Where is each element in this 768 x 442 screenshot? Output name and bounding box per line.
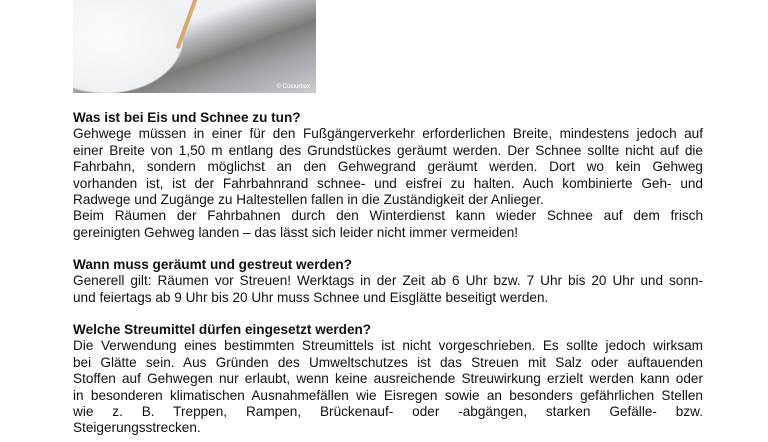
text-line: Stoffen auf Gehwegen nur erlaubt, wenn keine ausreichende Streuwirkung erzielt werden kann oder	[73, 371, 703, 387]
text-line: Generell gilt: Räumen vor Streuen! Werktags in der Zeit ab 6 Uhr bzw. 7 Uhr bis 20 Uhr und sonn-	[73, 273, 703, 289]
text-line: und feiertags ab 9 Uhr bis 20 Uhr muss Schnee und Eisglätte beseitigt werden.	[73, 289, 549, 305]
text-line: Steigerungsstrecken.	[73, 420, 201, 436]
section-heading: Wann muss geräumt und gestreut werden?	[73, 257, 352, 272]
text-line: Beim Räumen der Fahrbahnen durch den Winterdienst kann wieder Schnee auf dem frisch	[73, 208, 703, 224]
section-heading: Welche Streumittel dürfen eingesetzt werden?	[73, 322, 372, 337]
text-line: Die Verwendung eines bestimmten Streumittels ist nicht vorgeschrieben. Es sollte jedoch wirksam	[73, 338, 703, 354]
snow-shovel-photo	[73, 0, 316, 93]
text-line: einer Breite von 1,50 m entlang des Grundstückes geräumt werden. Der Schnee sollte nicht auf die	[73, 142, 703, 158]
text-line: gereinigten Gehweg landen – das lässt sich leider nicht immer vermeiden!	[73, 224, 519, 240]
text-line: wie z. B. Treppen, Rampen, Brückenauf- oder -abgängen, starken Gefälle- bzw.	[73, 404, 703, 420]
text-line: Gehwege müssen in einer für den Fußgängerverkehr erforderlichen Breite, mindestens jedoch auf	[73, 126, 703, 142]
section-heading: Was ist bei Eis und Schnee zu tun?	[73, 110, 301, 125]
text-line: Radwege und Zugänge zu Haltestellen fallen in die Zuständigkeit der Anlieger.	[73, 192, 544, 208]
snow-area	[73, 0, 183, 93]
section-when	[73, 257, 703, 306]
section-ice-snow	[73, 110, 703, 241]
section-grit	[73, 322, 703, 437]
text-line: Fahrbahn, sondern möglichst an den Gehwegrand geräumt werden. Dort wo kein Gehweg	[73, 159, 703, 175]
text-line: in besonderen klimatischen Ausnahmefällen wie Eisregen sowie an besonders gefährlichen Stellen	[73, 387, 703, 403]
text-line: vorhanden ist, ist der Fahrbahnrand schnee- und eisfrei zu halten. Auch kombinierte Geh- und	[73, 175, 703, 191]
photo-credit: © Colourbox	[276, 84, 310, 90]
text-line: bei Glätte sein. Aus Gründen des Umweltschutzes ist das Streuen mit Salz oder auftauenden	[73, 354, 703, 370]
